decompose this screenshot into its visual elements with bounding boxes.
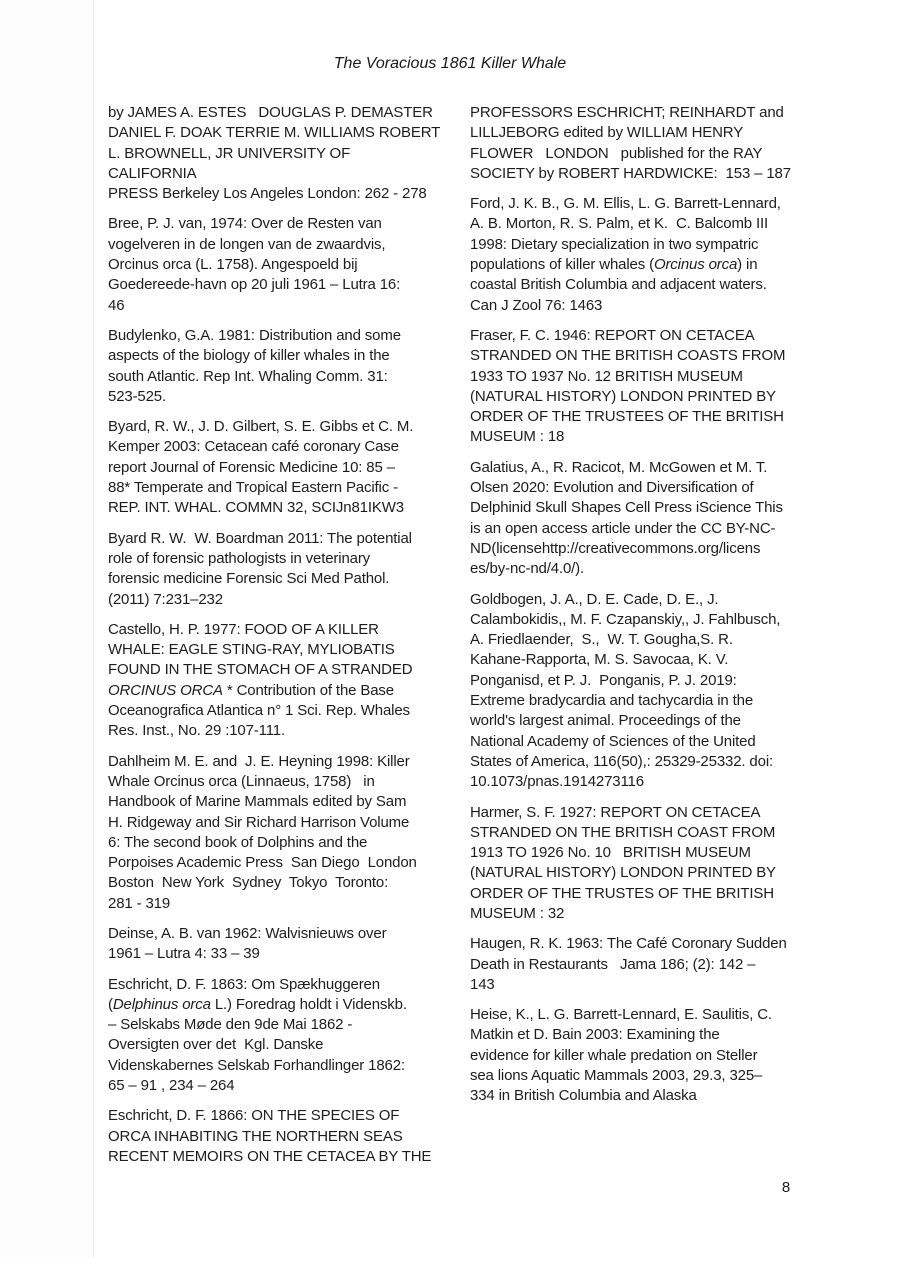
reference-line: STRANDED ON THE BRITISH COASTS FROM	[470, 347, 786, 365]
reference-line: Fraser, F. C. 1946: REPORT ON CETACEA	[470, 326, 755, 344]
reference-line: Kemper 2003: Cetacean café coronary Case	[108, 438, 399, 456]
reference-entry	[108, 752, 442, 914]
reference-line: es/by-nc-nd/4.0/).	[470, 560, 585, 578]
reference-line: Ford, J. K. B., G. M. Ellis, L. G. Barrett-Lennard,	[470, 195, 781, 213]
reference-line: Can J Zool 76: 1463	[470, 296, 603, 314]
reference-line: Orcinus orca (L. 1758). Angespoeld bij	[108, 256, 358, 274]
reference-line: Death in Restaurants Jama 186; (2): 142 –	[470, 955, 756, 973]
reference-line: by JAMES A. ESTES DOUGLAS P. DEMASTER	[108, 104, 433, 121]
reference-line: (Delphinus orca L.) Foredrag holdt i Videnskb.	[108, 995, 407, 1013]
reference-line: 46	[108, 296, 125, 314]
reference-line: report Journal of Forensic Medicine 10: 85 –	[108, 458, 395, 476]
reference-line: LILLJEBORG edited by WILLIAM HENRY	[470, 124, 744, 142]
reference-line: Castello, H. P. 1977: FOOD OF A KILLER	[108, 620, 379, 638]
reference-line: Heise, K., L. G. Barrett-Lennard, E. Saulitis, C.	[470, 1006, 772, 1024]
reference-entry	[108, 529, 442, 610]
reference-line: forensic medicine Forensic Sci Med Pathol.	[108, 570, 390, 588]
reference-line: Calambokidis,, M. F. Czapanskiy,, J. Fahlbusch,	[470, 610, 781, 628]
reference-line: A. B. Morton, R. S. Palm, et K. C. Balcomb III	[470, 215, 769, 233]
reference-line: MUSEUM : 18	[470, 428, 565, 446]
reference-line: Dahlheim M. E. and J. E. Heyning 1998: Killer	[108, 752, 410, 770]
reference-entry	[108, 1106, 442, 1167]
reference-line: Byard, R. W., J. D. Gilbert, S. E. Gibbs et C. M.	[108, 418, 414, 436]
reference-entry	[108, 103, 442, 204]
reference-line: Whale Orcinus orca (Linnaeus, 1758) in	[108, 772, 375, 790]
reference-line: 1933 TO 1937 No. 12 BRITISH MUSEUM	[470, 367, 743, 385]
reference-line: 10.1073/pnas.1914273116	[470, 773, 644, 791]
page-title: The Voracious 1861 Killer Whale	[333, 55, 567, 72]
reference-line: 88* Temperate and Tropical Eastern Pacific -	[108, 479, 398, 497]
reference-line: ND(licensehttp://creativecommons.org/licens	[470, 539, 761, 557]
reference-line: Haugen, R. K. 1963: The Café Coronary Sudden	[470, 935, 787, 953]
reference-entry	[470, 194, 816, 316]
reference-line: Eschricht, D. F. 1866: ON THE SPECIES OF	[108, 1107, 400, 1125]
reference-line: Deinse, A. B. van 1962: Walvisnieuws over	[108, 924, 387, 942]
reference-line: Olsen 2020: Evolution and Diversification of	[470, 479, 754, 497]
reference-entry	[470, 590, 816, 793]
reference-line: sea lions Aquatic Mammals 2003, 29.3, 325–	[470, 1067, 763, 1085]
reference-line: PRESS Berkeley Los Angeles London: 262 - 278	[108, 185, 427, 203]
reference-line: WHALE: EAGLE STING-RAY, MYLIOBATIS	[108, 641, 395, 659]
reference-line: States of America, 116(50),: 25329-25332. doi:	[470, 752, 774, 770]
reference-line: 6: The second book of Dolphins and the	[108, 833, 368, 851]
reference-line: MUSEUM : 32	[470, 904, 565, 922]
reference-line: ORDER OF THE TRUSTEES OF THE BRITISH	[470, 408, 784, 426]
reference-entry	[108, 924, 442, 965]
reference-line: Porpoises Academic Press San Diego London	[108, 854, 417, 872]
reference-line: Byard R. W. W. Boardman 2011: The potential	[108, 529, 412, 547]
reference-line: Oversigten over det Kgl. Danske	[108, 1036, 324, 1054]
reference-line: Ponganisd, et P. J. Ponganis, P. J. 2019:	[470, 671, 737, 689]
reference-line: Matkin et D. Bain 2003: Examining the	[470, 1026, 720, 1044]
reference-line: 65 – 91 , 234 – 264	[108, 1077, 235, 1095]
reference-line: world's largest animal. Proceedings of the	[470, 712, 741, 730]
reference-line: 1998: Dietary specialization in two sympatric	[470, 235, 759, 253]
reference-line: 143	[470, 975, 495, 993]
reference-line: – Selskabs Møde den 9de Mai 1862 -	[108, 1016, 353, 1034]
reference-line: coastal British Columbia and adjacent waters.	[470, 276, 767, 294]
reference-entry	[470, 1005, 816, 1106]
reference-line: Goldbogen, J. A., D. E. Cade, D. E., J.	[470, 590, 719, 608]
reference-line: Handbook of Marine Mammals edited by Sam	[108, 793, 407, 811]
reference-line: ORCA INHABITING THE NORTHERN SEAS	[108, 1127, 403, 1145]
page-edge-divider	[0, 0, 94, 1258]
reference-line: National Academy of Sciences of the United	[470, 732, 756, 750]
reference-line: Res. Inst., No. 29 :107-111.	[108, 722, 286, 740]
reference-entry	[108, 326, 442, 407]
reference-line: role of forensic pathologists in veterinary	[108, 549, 371, 567]
reference-line: evidence for killer whale predation on Steller	[470, 1046, 758, 1064]
reference-line: FLOWER LONDON published for the RAY	[470, 144, 763, 162]
reference-line: populations of killer whales (Orcinus orca) in	[470, 256, 758, 274]
reference-line: 523-525.	[108, 387, 167, 405]
reference-entry	[108, 214, 442, 315]
reference-line: ORDER OF THE TRUSTES OF THE BRITISH	[470, 884, 774, 902]
reference-line: Kahane-Rapporta, M. S. Savocaa, K. V.	[470, 651, 729, 669]
reference-line: Harmer, S. F. 1927: REPORT ON CETACEA	[470, 803, 761, 821]
reference-line: Budylenko, G.A. 1981: Distribution and some	[108, 326, 401, 344]
reference-line: (NATURAL HISTORY) LONDON PRINTED BY	[470, 387, 776, 405]
references-column-left	[108, 103, 442, 1177]
reference-line: aspects of the biology of killer whales in the	[108, 347, 390, 365]
reference-line: 334 in British Columbia and Alaska	[470, 1087, 697, 1105]
reference-line: REP. INT. WHAL. COMMN 32, SCIJn81IKW3	[108, 499, 404, 517]
reference-line: Videnskabernes Selskab Forhandlinger 1862:	[108, 1056, 405, 1074]
reference-line: DANIEL F. DOAK TERRIE M. WILLIAMS ROBERT	[108, 124, 441, 142]
reference-line: Eschricht, D. F. 1863: Om Spækhuggeren	[108, 975, 380, 993]
reference-line: FOUND IN THE STOMACH OF A STRANDED	[108, 661, 413, 679]
reference-entry	[108, 975, 442, 1097]
reference-line: Delphinid Skull Shapes Cell Press iScience This	[470, 499, 783, 517]
reference-line: 1913 TO 1926 No. 10 BRITISH MUSEUM	[470, 844, 751, 862]
reference-line: south Atlantic. Rep Int. Whaling Comm. 31:	[108, 367, 388, 385]
reference-line: is an open access article under the CC BY-NC-	[470, 519, 776, 537]
references-column-right	[470, 103, 816, 1117]
reference-line: STRANDED ON THE BRITISH COAST FROM	[470, 823, 776, 841]
reference-line: Bree, P. J. van, 1974: Over de Resten van	[108, 215, 382, 233]
reference-line: (NATURAL HISTORY) LONDON PRINTED BY	[470, 864, 776, 882]
reference-line: (2011) 7:231–232	[108, 590, 223, 608]
reference-line: A. Friedlaender, S., W. T. Gougha,S. R.	[470, 631, 733, 649]
reference-entry	[108, 417, 442, 518]
reference-entry	[470, 803, 816, 925]
reference-line: H. Ridgeway and Sir Richard Harrison Volume	[108, 813, 410, 831]
reference-line: Extreme bradycardia and tachycardia in the	[470, 692, 754, 710]
reference-entry	[470, 326, 816, 448]
reference-line: Galatius, A., R. Racicot, M. McGowen et M. T.	[470, 458, 768, 476]
reference-line: RECENT MEMOIRS ON THE CETACEA BY THE	[108, 1147, 432, 1165]
reference-line: Oceanografica Atlantica n° 1 Sci. Rep. Whales	[108, 702, 410, 720]
reference-line: Boston New York Sydney Tokyo Toronto:	[108, 874, 389, 892]
reference-entry	[108, 620, 442, 742]
reference-entry	[470, 934, 816, 995]
reference-line: L. BROWNELL, JR UNIVERSITY OF CALIFORNIA	[108, 144, 355, 182]
reference-line: Goedereede-havn op 20 juli 1961 – Lutra 16:	[108, 276, 401, 294]
reference-entry	[470, 103, 816, 184]
reference-line: 1961 – Lutra 4: 33 – 39	[108, 945, 260, 963]
reference-line: vogelveren in de longen van de zwaardvis,	[108, 235, 386, 253]
reference-line: PROFESSORS ESCHRICHT; REINHARDT and	[470, 104, 784, 121]
reference-line: SOCIETY by ROBERT HARDWICKE: 153 – 187	[470, 164, 791, 182]
page-number: 8	[781, 1179, 791, 1196]
reference-line: 281 - 319	[108, 894, 171, 912]
reference-entry	[470, 458, 816, 580]
reference-line: ORCINUS ORCA * Contribution of the Base	[108, 681, 394, 699]
